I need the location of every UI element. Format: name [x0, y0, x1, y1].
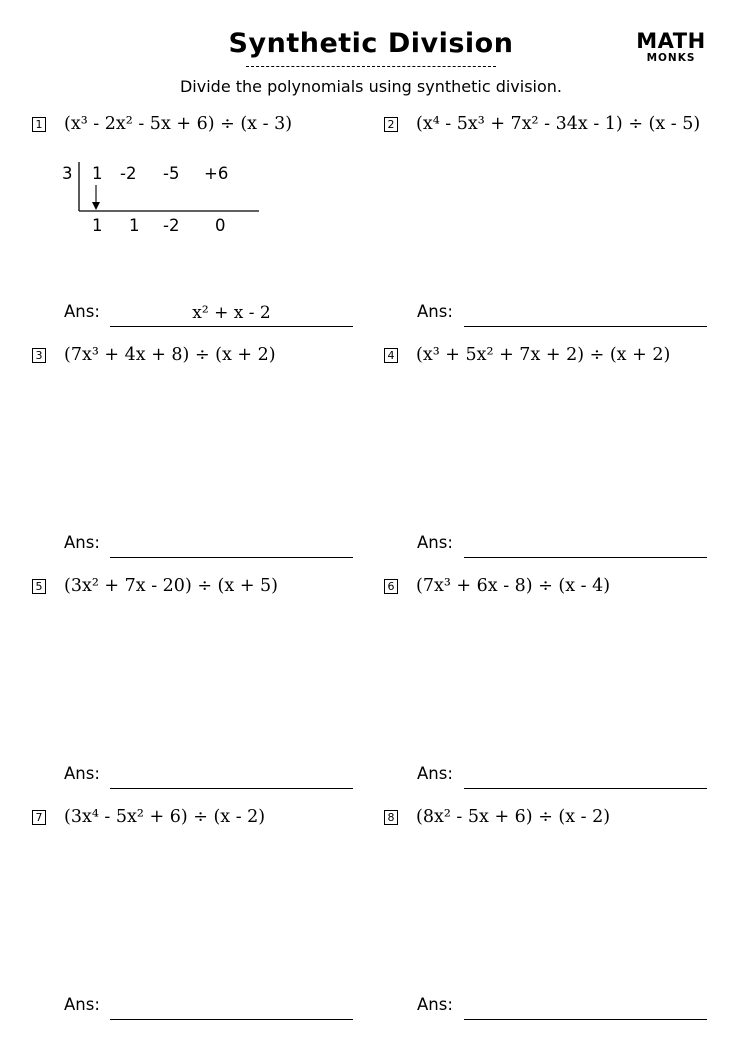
problem-1 — [32, 114, 292, 134]
sd-divisor: 3 — [62, 164, 73, 183]
sd-top-cell: 1 — [92, 164, 103, 183]
answer-label: Ans: — [417, 764, 453, 783]
problem-8 — [384, 807, 610, 827]
problem-expression: (x³ + 5x² + 7x + 2) ÷ (x + 2) — [416, 345, 671, 365]
answer-line-5[interactable] — [110, 762, 353, 789]
problem-3 — [32, 345, 276, 365]
answer-label: Ans: — [64, 302, 100, 321]
problem-number-box: 3 — [32, 348, 46, 363]
logo — [636, 30, 706, 64]
answer-label: Ans: — [64, 995, 100, 1014]
problem-7 — [32, 807, 265, 827]
problem-5 — [32, 576, 278, 596]
sd-bottom-cell: 0 — [215, 216, 226, 235]
answer-line-4[interactable] — [464, 531, 707, 558]
problem-expression: (3x⁴ - 5x² + 6) ÷ (x - 2) — [64, 807, 266, 827]
problem-expression: (x⁴ - 5x³ + 7x² - 34x - 1) ÷ (x - 5) — [416, 114, 701, 134]
answer-label: Ans: — [417, 995, 453, 1014]
sd-bottom-cell: 1 — [129, 216, 140, 235]
problem-number-box: 6 — [384, 579, 398, 594]
problem-expression: (7x³ + 6x - 8) ÷ (x - 4) — [416, 576, 611, 596]
problem-2 — [384, 114, 700, 134]
answer-label: Ans: — [417, 533, 453, 552]
sd-top-cell: -5 — [163, 164, 180, 183]
answer-line-2[interactable] — [464, 300, 707, 327]
problem-number-box: 1 — [32, 117, 46, 132]
problem-number-box: 4 — [384, 348, 398, 363]
problem-number-box: 5 — [32, 579, 46, 594]
title-underline — [246, 66, 496, 67]
page-title: Synthetic Division — [228, 28, 514, 59]
answer-line-8[interactable] — [464, 993, 707, 1020]
instructions: Divide the polynomials using synthetic division. — [179, 77, 563, 96]
answer-value: x² + x - 2 — [192, 303, 271, 323]
logo-math-text: MATH — [636, 29, 706, 53]
problem-expression: (8x² - 5x + 6) ÷ (x - 2) — [416, 807, 611, 827]
sd-bottom-cell: -2 — [163, 216, 180, 235]
problem-number-box: 7 — [32, 810, 46, 825]
problem-6 — [384, 576, 610, 596]
answer-line-7[interactable] — [110, 993, 353, 1020]
sd-top-cell: +6 — [204, 164, 229, 183]
sd-bottom-cell: 1 — [92, 216, 103, 235]
sd-top-cell: -2 — [120, 164, 137, 183]
answer-line-1[interactable] — [110, 300, 353, 327]
answer-label: Ans: — [417, 302, 453, 321]
logo-monks-text: MONKS — [646, 52, 696, 64]
synthetic-division-example — [62, 160, 272, 240]
problem-expression: (x³ - 2x² - 5x + 6) ÷ (x - 3) — [64, 114, 293, 134]
problem-4 — [384, 345, 670, 365]
problem-expression: (3x² + 7x - 20) ÷ (x + 5) — [64, 576, 279, 596]
answer-label: Ans: — [64, 533, 100, 552]
answer-line-3[interactable] — [110, 531, 353, 558]
problem-number-box: 8 — [384, 810, 398, 825]
answer-label: Ans: — [64, 764, 100, 783]
answer-line-6[interactable] — [464, 762, 707, 789]
problem-number-box: 2 — [384, 117, 398, 132]
problem-expression: (7x³ + 4x + 8) ÷ (x + 2) — [64, 345, 276, 365]
